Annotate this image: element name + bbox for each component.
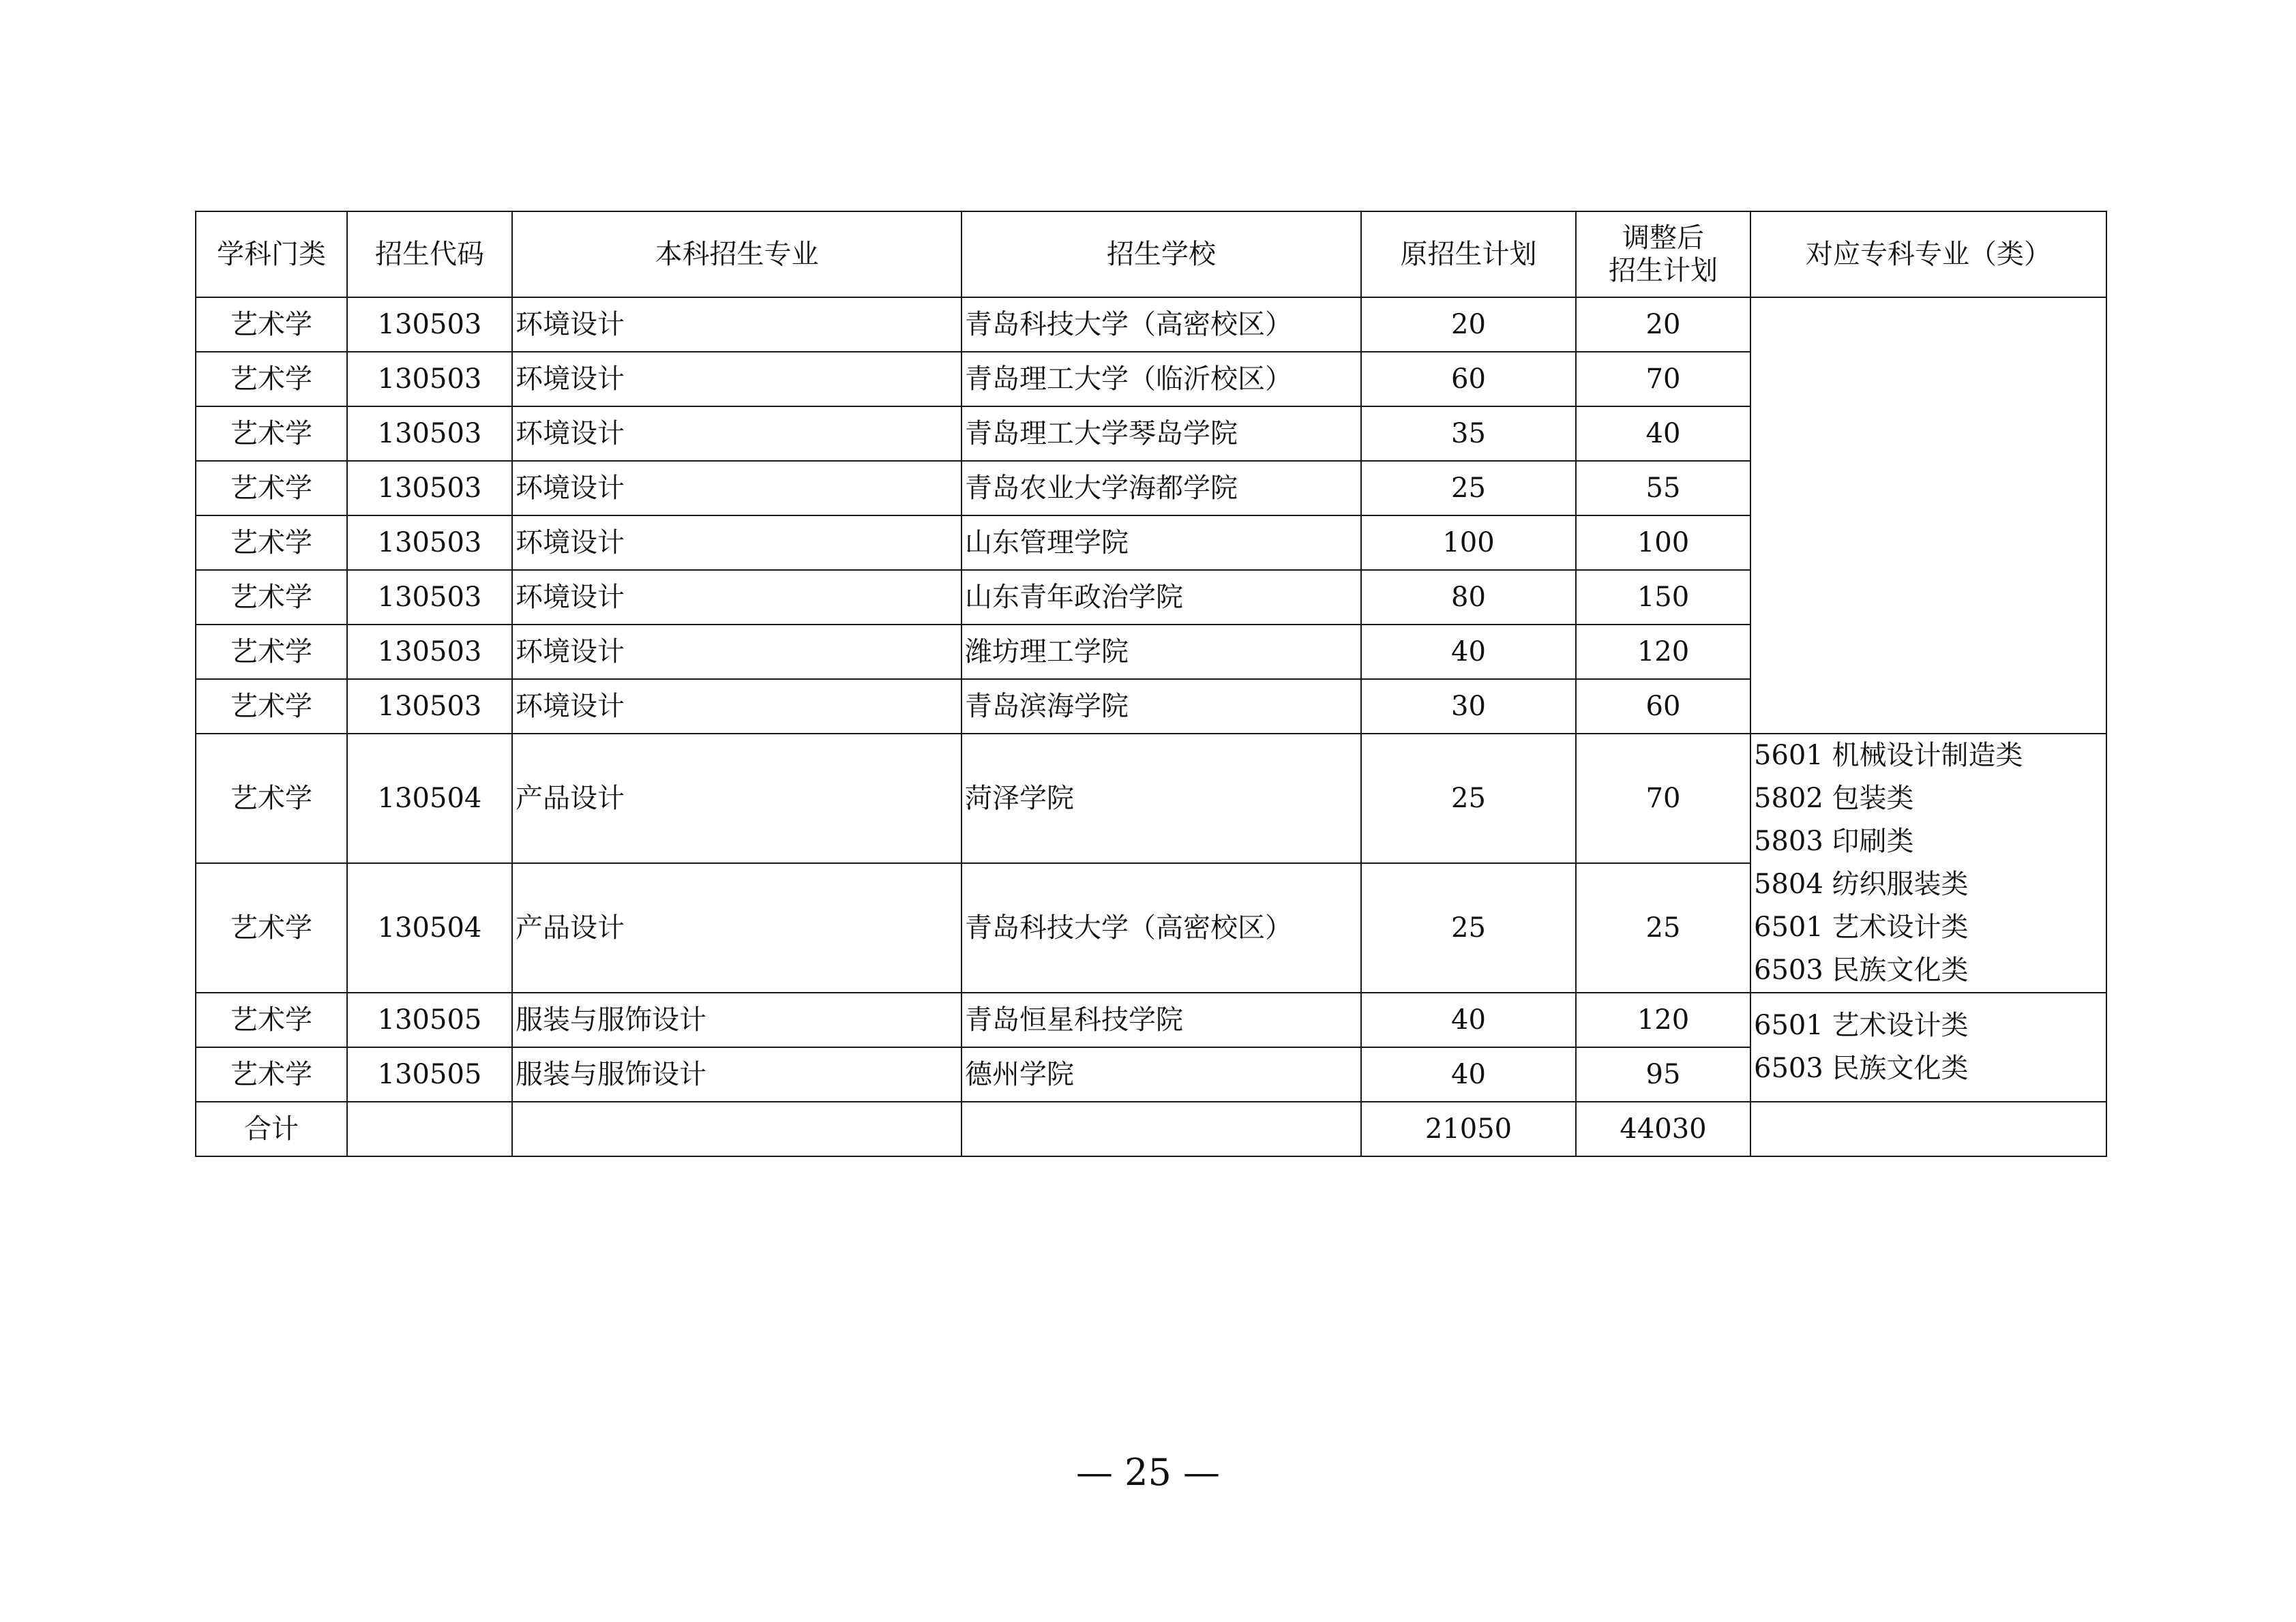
- cell-school: 青岛理工大学（临沂校区）: [961, 352, 1361, 406]
- cell-original-plan: 25: [1361, 461, 1576, 515]
- cell-category: 艺术学: [196, 515, 347, 570]
- cell-code: 130503: [347, 352, 512, 406]
- cell-original-plan: 100: [1361, 515, 1576, 570]
- cell-category: 艺术学: [196, 993, 347, 1047]
- page-number: — 25 —: [1075, 1451, 1221, 1494]
- cell-original-plan: 25: [1361, 863, 1576, 993]
- header-major: 本科招生专业: [512, 211, 961, 297]
- cell-code: 130503: [347, 625, 512, 679]
- cell-school: 潍坊理工学院: [961, 625, 1361, 679]
- cell-category: 艺术学: [196, 734, 347, 863]
- total-empty-cell: [1750, 1102, 2106, 1156]
- header-school: 招生学校: [961, 211, 1361, 297]
- header-adjusted-plan-line1: 调整后: [1622, 222, 1704, 254]
- cell-adjusted-plan: 95: [1576, 1047, 1750, 1102]
- header-category: 学科门类: [196, 211, 347, 297]
- cell-category: 艺术学: [196, 570, 347, 625]
- total-original-plan: 21050: [1361, 1102, 1576, 1156]
- cell-school: 菏泽学院: [961, 734, 1361, 863]
- cell-major: 环境设计: [512, 515, 961, 570]
- total-row: [196, 1102, 2106, 1156]
- total-label: 合计: [196, 1102, 347, 1156]
- cell-code: 130503: [347, 679, 512, 734]
- total-empty-cell: [347, 1102, 512, 1156]
- cell-major: 服装与服饰设计: [512, 993, 961, 1047]
- cell-adjusted-plan: 70: [1576, 352, 1750, 406]
- header-row: [196, 211, 2106, 297]
- cell-adjusted-plan: 60: [1576, 679, 1750, 734]
- cell-major: 环境设计: [512, 297, 961, 352]
- corresponding-major-item: 6501 艺术设计类: [1754, 1010, 1969, 1041]
- cell-original-plan: 20: [1361, 297, 1576, 352]
- corresponding-major-item: 6503 民族文化类: [1754, 955, 1969, 986]
- cell-major: 产品设计: [512, 734, 961, 863]
- cell-code: 130504: [347, 734, 512, 863]
- corresponding-major-item: 5601 机械设计制造类: [1754, 740, 2023, 771]
- header-adjusted-plan: [1576, 211, 1750, 297]
- cell-code: 130505: [347, 1047, 512, 1102]
- cell-code: 130503: [347, 406, 512, 461]
- header-code: 招生代码: [347, 211, 512, 297]
- header-corresponding-major: 对应专科专业（类）: [1750, 211, 2106, 297]
- cell-original-plan: 80: [1361, 570, 1576, 625]
- cell-adjusted-plan: 25: [1576, 863, 1750, 993]
- cell-school: 青岛科技大学（高密校区）: [961, 297, 1361, 352]
- header-adjusted-plan-line2: 招生计划: [1609, 255, 1718, 286]
- cell-adjusted-plan: 70: [1576, 734, 1750, 863]
- cell-major: 环境设计: [512, 461, 961, 515]
- header-original-plan: 原招生计划: [1361, 211, 1576, 297]
- cell-adjusted-plan: 100: [1576, 515, 1750, 570]
- cell-category: 艺术学: [196, 461, 347, 515]
- cell-adjusted-plan: 20: [1576, 297, 1750, 352]
- cell-category: 艺术学: [196, 863, 347, 993]
- enrollment-plan-table: [195, 211, 2107, 1157]
- cell-school: 青岛滨海学院: [961, 679, 1361, 734]
- corresponding-major-item: 6503 民族文化类: [1754, 1053, 1969, 1084]
- cell-adjusted-plan: 40: [1576, 406, 1750, 461]
- cell-category: 艺术学: [196, 297, 347, 352]
- table-row: [196, 297, 2106, 352]
- cell-code: 130503: [347, 461, 512, 515]
- cell-code: 130503: [347, 570, 512, 625]
- cell-adjusted-plan: 120: [1576, 993, 1750, 1047]
- cell-school: 青岛科技大学（高密校区）: [961, 863, 1361, 993]
- cell-major: 环境设计: [512, 679, 961, 734]
- cell-adjusted-plan: 55: [1576, 461, 1750, 515]
- cell-school: 青岛理工大学琴岛学院: [961, 406, 1361, 461]
- cell-school: 青岛恒星科技学院: [961, 993, 1361, 1047]
- cell-original-plan: 25: [1361, 734, 1576, 863]
- table-row: [196, 993, 2106, 1047]
- cell-category: 艺术学: [196, 1047, 347, 1102]
- cell-original-plan: 60: [1361, 352, 1576, 406]
- cell-category: 艺术学: [196, 625, 347, 679]
- cell-original-plan: 30: [1361, 679, 1576, 734]
- cell-corresponding-group: [1750, 734, 2106, 993]
- cell-code: 130503: [347, 297, 512, 352]
- total-empty-cell: [961, 1102, 1361, 1156]
- cell-major: 服装与服饰设计: [512, 1047, 961, 1102]
- cell-code: 130504: [347, 863, 512, 993]
- cell-school: 德州学院: [961, 1047, 1361, 1102]
- cell-adjusted-plan: 150: [1576, 570, 1750, 625]
- cell-major: 产品设计: [512, 863, 961, 993]
- cell-school: 山东管理学院: [961, 515, 1361, 570]
- cell-category: 艺术学: [196, 406, 347, 461]
- cell-original-plan: 40: [1361, 625, 1576, 679]
- cell-category: 艺术学: [196, 352, 347, 406]
- corresponding-major-item: 6501 艺术设计类: [1754, 912, 1969, 943]
- total-adjusted-plan: 44030: [1576, 1102, 1750, 1156]
- cell-original-plan: 40: [1361, 993, 1576, 1047]
- table-row: [196, 734, 2106, 863]
- total-empty-cell: [512, 1102, 961, 1156]
- cell-school: 青岛农业大学海都学院: [961, 461, 1361, 515]
- cell-adjusted-plan: 120: [1576, 625, 1750, 679]
- cell-original-plan: 40: [1361, 1047, 1576, 1102]
- cell-corresponding-group-empty: [1750, 297, 2106, 734]
- corresponding-major-item: 5804 纺织服装类: [1754, 869, 1969, 900]
- cell-original-plan: 35: [1361, 406, 1576, 461]
- corresponding-major-item: 5802 包装类: [1754, 783, 1914, 814]
- cell-code: 130505: [347, 993, 512, 1047]
- cell-major: 环境设计: [512, 625, 961, 679]
- corresponding-major-item: 5803 印刷类: [1754, 826, 1914, 857]
- cell-corresponding-group: [1750, 993, 2106, 1102]
- cell-school: 山东青年政治学院: [961, 570, 1361, 625]
- cell-major: 环境设计: [512, 406, 961, 461]
- cell-major: 环境设计: [512, 352, 961, 406]
- cell-category: 艺术学: [196, 679, 347, 734]
- cell-major: 环境设计: [512, 570, 961, 625]
- cell-code: 130503: [347, 515, 512, 570]
